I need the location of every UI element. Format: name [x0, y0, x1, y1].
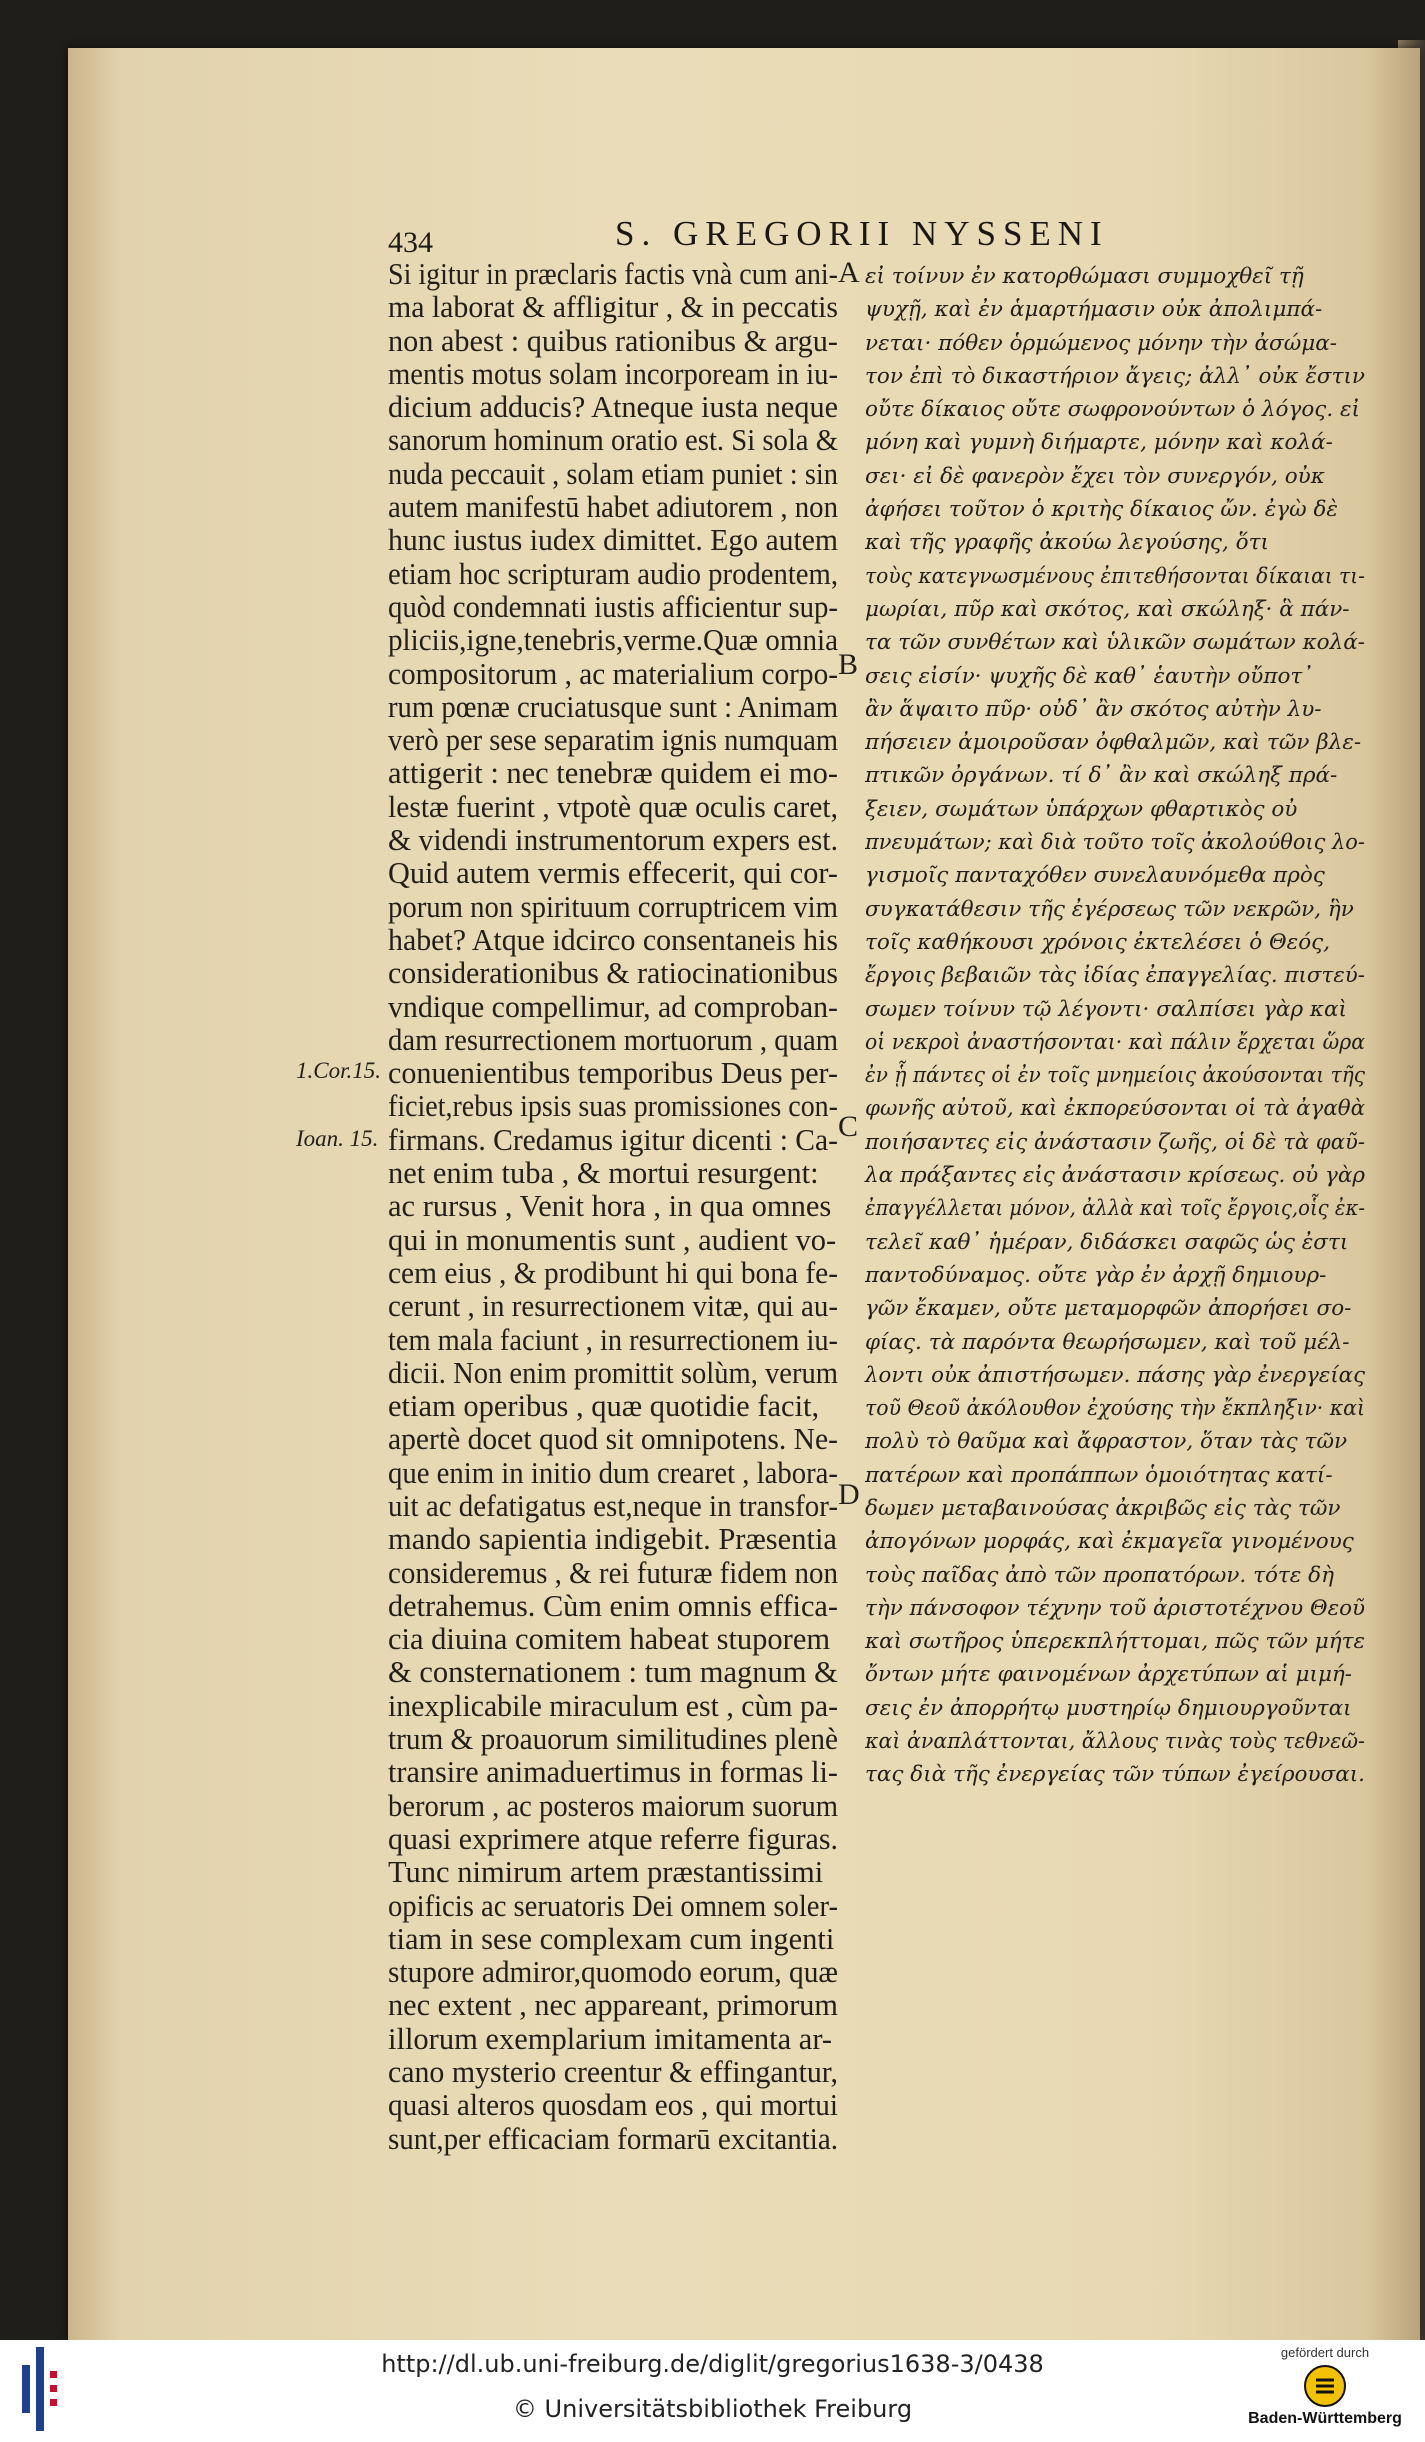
latin-text-line: detrahemus. Cùm enim omnis effica- [388, 1588, 838, 1623]
latin-text-line: illorum exemplarium imitamenta ar- [388, 2021, 833, 2056]
permalink-url[interactable]: http://dl.ub.uni-freiburg.de/diglit/gregorius1638-3/0438 [381, 2350, 1044, 2378]
latin-text-line: porum non spirituum corruptricem vim [388, 889, 838, 924]
greek-text-line: οἱ νεκροὶ ἀναστήσονται· καὶ πάλιν ἔρχεται ὥρα [865, 1029, 1365, 1055]
latin-text-line: Quid autem vermis effecerit, qui cor- [388, 856, 838, 891]
latin-text-line: dam resurrectionem mortuorum , quam [388, 1022, 838, 1057]
greek-text-line: ἐν ᾗ πάντες οἱ ἐν τοῖς μνημείοις ἀκούσονται τῆς [865, 1063, 1365, 1089]
margin-ref-john: Ioan. 15. [296, 1126, 379, 1151]
copyright-notice: © Universitätsbibliothek Freiburg [512, 2395, 913, 2423]
latin-text-line: pliciis,igne,tenebris,verme.Quæ omnia [388, 623, 838, 658]
latin-text-line: verò per sese separatim ignis numquam [388, 723, 838, 758]
latin-text-line: transire animaduertimus in formas li- [388, 1755, 838, 1790]
greek-text-line: τοὺς κατεγνωσμένους ἐπιτεθήσονται δίκαιαι τι- [865, 563, 1365, 589]
greek-text-line: καὶ τῆς γραφῆς ἀκούω λεγούσης, ὅτι [865, 530, 1269, 556]
latin-text-line: opificis ac seruatoris Dei omnem soler- [388, 1888, 838, 1923]
latin-text-line: ac rursus , Venit hora , in qua omnes [388, 1189, 832, 1224]
greek-column [865, 260, 1365, 1792]
latin-text-line: sanorum hominum oratio est. Si sola & [388, 423, 838, 458]
latin-text-line: cerunt , in resurrectionem vitæ, qui au- [388, 1289, 838, 1324]
greek-text-line: τον ἐπὶ τὸ δικαστήριον ἄγεις; ἀλλ᾽ οὐκ ἔστιν [865, 363, 1365, 389]
latin-text-line: etiam operibus , quæ quotidie facit, [388, 1389, 820, 1424]
margin-letter-a: A [838, 256, 860, 289]
margin-letter-d: D [838, 1478, 860, 1511]
latin-text-line: non abest : quibus rationibus & argu- [388, 323, 838, 358]
latin-text-line: stupore admiror,quomodo eorum, quæ [388, 1955, 838, 1990]
greek-text-line: ὄντων μήτε φαινομένων ἀρχετύπων αἱ μιμή- [865, 1662, 1353, 1688]
latin-text-line: quòd condemnati iustis afficientur sup- [388, 589, 838, 624]
greek-text-line: πατέρων καὶ προπάππων ὁμοιότητας κατί- [865, 1462, 1333, 1488]
latin-text-line: cia diuina comitem habeat stuporem [388, 1622, 831, 1657]
margin-ref-corinthians: 1.Cor.15. [296, 1058, 381, 1083]
greek-text-line: τας διὰ τῆς ἐνεργείας τῶν τύπων ἐγείρουσαι. [865, 1762, 1365, 1788]
greek-text-line: οὔτε δίκαιος οὔτε σωφρονούντων ὁ λόγος. εἰ [865, 397, 1360, 423]
latin-text-line: lestæ fuerint , vtpotè quæ oculis caret, [388, 789, 838, 824]
latin-text-line: vndique compellimur, ad comproban- [388, 989, 838, 1024]
sponsor-block [1230, 2345, 1420, 2440]
greek-text-line: παντοδύναμος. οὔτε γὰρ ἐν ἀρχῇ δημιουρ- [865, 1262, 1327, 1288]
latin-text-line: ficiet,rebus ipsis suas promissiones con- [388, 1089, 838, 1124]
greek-text-line: λα πράξαντες εἰς ἀνάστασιν κρίσεως. οὐ γὰρ [865, 1163, 1365, 1189]
greek-text-line: γῶν ἔκαμεν, οὔτε μεταμορφῶν ἀπορήσει σο- [865, 1296, 1352, 1322]
margin-letter-b: B [838, 648, 859, 681]
page-number: 434 [388, 226, 433, 259]
greek-text-line: ξειεν, σωμάτων ὑπάρχων φθαρτικὸς οὐ [865, 796, 1298, 822]
greek-text-line: τα τῶν συνθέτων καὶ ὑλικῶν σωμάτων κολά- [865, 630, 1365, 656]
latin-text-line: autem manifestū habet adiutorem , non [388, 490, 838, 525]
latin-text-line: dicii. Non enim promittit solùm, verum [388, 1355, 838, 1390]
latin-text-line: & consternationem : tum magnum & [388, 1655, 838, 1690]
latin-text-line: ma laborat & affligitur , & in peccatis [388, 290, 838, 325]
greek-text-line: ἔργοις βεβαιῶν τὰς ἰδίας ἐπαγγελίας. πιστεύ- [865, 963, 1365, 989]
greek-text-line: νεται· πόθεν ὁρμώμενος μόνην τὴν ἀσώμα- [865, 330, 1338, 356]
latin-text-line: Si igitur in præclaris factis vnà cum ani- [388, 257, 838, 291]
greek-text-line: πνευμάτων; καὶ διὰ τοῦτο τοῖς ἀκολούθοις λο- [865, 830, 1365, 856]
greek-text-line: καὶ ἀναπλάττονται, ἄλλους τινὰς τοὺς τεθνεῶ- [865, 1729, 1365, 1755]
latin-text-line: quasi exprimere atque referre figuras. [388, 1821, 838, 1856]
latin-text-line: nuda peccauit , solam etiam puniet : sin [388, 456, 838, 491]
latin-column [388, 258, 848, 2156]
greek-text-line: φωνῆς αὐτοῦ, καὶ ἐκπορεύσονται οἱ τὰ ἀγαθὰ [865, 1096, 1365, 1122]
latin-text-line: habet? Atque idcirco consentaneis his [388, 922, 838, 957]
viewer-footer [0, 2340, 1425, 2442]
greek-text-line: γισμοῖς πανταχόθεν συνελαυνόμεθα πρὸς [865, 863, 1325, 889]
greek-text-line: σεις ἐν ἀπορρήτῳ μυστηρίῳ δημιουργοῦνται [865, 1695, 1352, 1721]
latin-text-line: uit ac defatigatus est,neque in transfor- [388, 1488, 838, 1523]
sponsor-caption: gefördert durch [1280, 2345, 1370, 2360]
latin-text-line: quasi alteros quosdam eos , qui mortui [388, 2088, 838, 2123]
latin-text-line: & videndi instrumentorum expers est. [388, 823, 838, 858]
greek-text-line: τοὺς παῖδας ἀπὸ τῶν προπατόρων. τότε δὴ [865, 1562, 1335, 1588]
greek-text-line: σεις εἰσίν· ψυχῆς δὲ καθ᾽ ἑαυτὴν οὔποτ᾽ [865, 663, 1314, 689]
latin-text-line: compositorum , ac materialium corpo- [388, 656, 838, 691]
latin-text-line: cano mysterio creentur & effingantur, [388, 2055, 838, 2090]
margin-letter-c: C [838, 1110, 859, 1143]
latin-text-line: tem mala faciunt , in resurrectionem iu- [388, 1322, 838, 1357]
latin-text-line: net enim tuba , & mortui resurgent: [388, 1156, 819, 1191]
greek-text-line: τοῖς καθήκουσι χρόνοις ἐκτελέσει ὁ Θεός, [865, 929, 1331, 955]
latin-text-line: sunt,per efficaciam formarū excitantia. [388, 2121, 838, 2156]
latin-text-line: attigerit : nec tenebræ quidem ei mo- [388, 756, 838, 791]
running-title: S. GREGORII NYSSENI [615, 214, 1109, 253]
sponsor-name: Baden-Württemberg [1248, 2410, 1402, 2427]
latin-text-line: mentis motus solam incorpoream in iu- [388, 356, 838, 391]
greek-text-line: τελεῖ καθ᾽ ἡμέραν, διδάσκει σαφῶς ὡς ἐστι [865, 1229, 1349, 1255]
greek-text-line: σωμεν τοίνυν τῷ λέγοντι· σαλπίσει γὰρ καὶ [865, 996, 1347, 1022]
greek-text-line: ψυχῇ, καὶ ἐν ἁμαρτήμασιν οὐκ ἀπολιμπά- [865, 297, 1323, 323]
latin-text-line: conuenientibus temporibus Deus per- [388, 1056, 838, 1091]
greek-text-line: μωρίαι, πῦρ καὶ σκότος, καὶ σκώληξ· ἃ πάν- [865, 596, 1350, 622]
greek-text-line: δωμεν μεταβαινούσας ἀκριβῶς εἰς τὰς τῶν [865, 1495, 1341, 1521]
greek-text-line: πολὺ τὸ θαῦμα καὶ ἄφραστον, ὅταν τὰς τῶν [865, 1429, 1348, 1455]
latin-text-line: nec extent , nec appareant, primorum [388, 1988, 838, 2023]
latin-text-line: Tunc nimirum artem præstantissimi [388, 1855, 824, 1890]
latin-text-line: mando sapientia indigebit. Præsentia [388, 1522, 837, 1557]
latin-text-line: firmans. Credamus igitur dicenti : Ca- [388, 1122, 838, 1157]
latin-text-line: etiam hoc scripturam audio prodentem, [388, 556, 838, 591]
greek-text-line: συγκατάθεσιν τῆς ἐγέρσεως τῶν νεκρῶν, ἣν [865, 896, 1354, 922]
greek-text-line: μόνη καὶ γυμνὴ διήμαρτε, μόνην καὶ κολά- [865, 430, 1333, 456]
greek-text-line: πήσειεν ἀμοιροῦσαν ὀφθαλμῶν, καὶ τῶν βλε- [865, 730, 1362, 756]
greek-text-line: πτικῶν ὀργάνων. τί δ᾽ ἂν καὶ σκώληξ πρά- [865, 763, 1338, 789]
greek-text-line: τοῦ Θεοῦ ἀκόλουθον ἐχούσης τὴν ἔκπληξιν· καὶ [865, 1396, 1365, 1422]
university-library-logo-icon [18, 2343, 68, 2435]
greek-text-line: ποιήσαντες εἰς ἀνάστασιν ζωῆς, οἱ δὲ τὰ φαῦ- [865, 1129, 1365, 1155]
latin-text-line: berorum , ac posteros maiorum suorum [388, 1788, 838, 1823]
latin-text-line: apertè docet quod sit omnipotens. Ne- [388, 1422, 838, 1457]
greek-text-line: φίας. τὰ παρόντα θεωρήσωμεν, καὶ τοῦ μέλ- [865, 1329, 1350, 1355]
latin-text-line: inexplicabile miraculum est , cùm pa- [388, 1688, 838, 1723]
latin-text-line: hunc iustus iudex dimittet. Ego autem [388, 523, 838, 558]
latin-text-line: tiam in sese complexam cum ingenti [388, 1921, 835, 1956]
latin-text-line: cem eius , & prodibunt hi qui bona fe- [388, 1255, 838, 1290]
greek-text-line: λοντι οὐκ ἀπιστήσωμεν. πάσης γὰρ ἐνεργείας [865, 1362, 1365, 1388]
greek-text-line: ἀφήσει τοῦτον ὁ κριτὴς δίκαιος ὤν. ἐγὼ δὲ [865, 497, 1338, 523]
greek-text-line: ἀπογόνων μορφάς, καὶ ἐκμαγεῖα γινομένους [865, 1529, 1354, 1555]
latin-text-line: que enim in initio dum crearet , labora- [388, 1455, 838, 1490]
latin-text-line: rum pœnæ cruciatusque sunt : Animam [388, 689, 838, 724]
latin-text-line: trum & proauorum similitudines plenè [388, 1722, 838, 1757]
latin-text-line: dicium adducis? Atneque iusta neque [388, 390, 838, 425]
latin-text-line: qui in monumentis sunt , audient vo- [388, 1222, 837, 1257]
latin-text-line: considerationibus & ratiocinationibus [388, 956, 838, 991]
greek-text-line: ἂν ἅψαιτο πῦρ· οὐδ᾽ ἂν σκότος αὐτὴν λυ- [865, 696, 1322, 722]
greek-text-line: καὶ σωτῆρος ὑπερεκπλήττομαι, πῶς τῶν μήτε [865, 1629, 1365, 1655]
greek-text-line: εἰ τοίνυν ἐν κατορθώμασι συμμοχθεῖ τῇ [865, 264, 1304, 289]
greek-text-line: ἐπαγγέλλεται μόνον, ἀλλὰ καὶ τοῖς ἔργοις,οἷς ἐκ- [865, 1196, 1365, 1222]
greek-text-line: σει· εἰ δὲ φανερὸν ἔχει τὸν συνεργόν, οὐκ [865, 463, 1325, 489]
greek-text-line: τὴν πάνσοφον τέχνην τοῦ ἀριστοτέχνου Θεοῦ [865, 1595, 1365, 1621]
latin-text-line: consideremus , & rei futuræ fidem non [388, 1555, 838, 1590]
state-coat-of-arms-icon [1303, 2364, 1347, 2408]
